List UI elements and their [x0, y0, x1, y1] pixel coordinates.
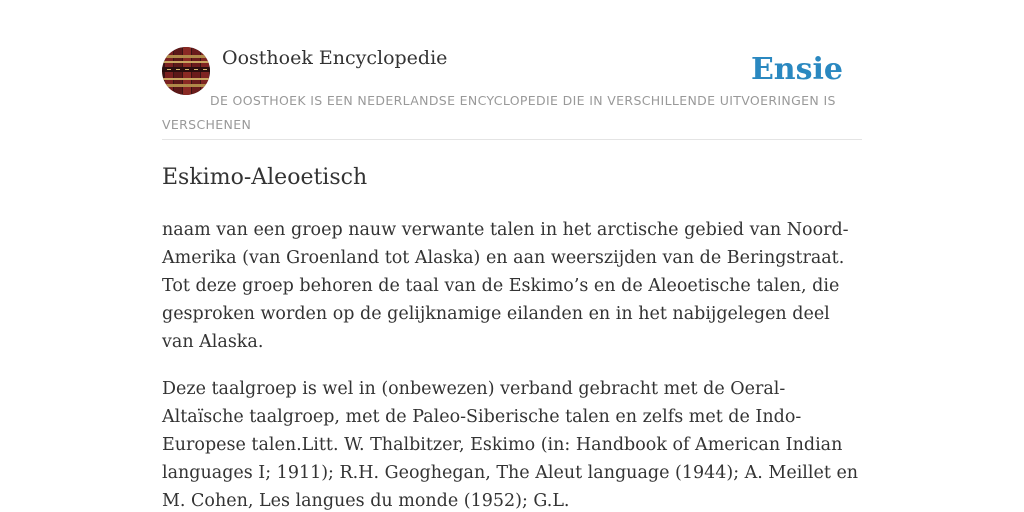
article-title: Eskimo-Aleoetisch: [162, 165, 368, 190]
article-paragraph-1: naam van een groep nauw verwante talen in het arctische gebied van Noord-Amerika (van Groenland tot Alaska) en aan weerszijden van de Beringstraat. Tot deze groep behoren de taal van de Eskimo’s en de Aleoetische talen, die gesproken worden op de gelijknamige eilanden en in het nabijgelegen deel van Alaska.: [162, 220, 849, 352]
site-tagline: DE OOSTHOEK IS EEN NEDERLANDSE ENCYCLOPEDIE DIE IN VERSCHILLENDE UITVOERINGEN IS VERSCHENEN: [162, 93, 836, 132]
article-body: [162, 216, 862, 512]
book-spines-icon[interactable]: [162, 47, 210, 95]
header-divider: [162, 139, 862, 140]
article-paragraph-2: Deze taalgroep is wel in (onbewezen) verband gebracht met de Oeral-Altaïsche taalgroep, met de Paleo-Siberische talen en zelfs met de Indo-Europese talen.Litt. W. Thalbitzer, Eskimo (in: Handbook of American Indian languages I; 1911); R.H. Geoghegan, The Aleut language (1944); A. Meillet en M. Cohen, Les langues du monde (1952); G.L.: [162, 379, 859, 511]
brand-logo[interactable]: Ensie: [750, 52, 843, 87]
site-title[interactable]: Oosthoek Encyclopedie: [222, 47, 448, 69]
